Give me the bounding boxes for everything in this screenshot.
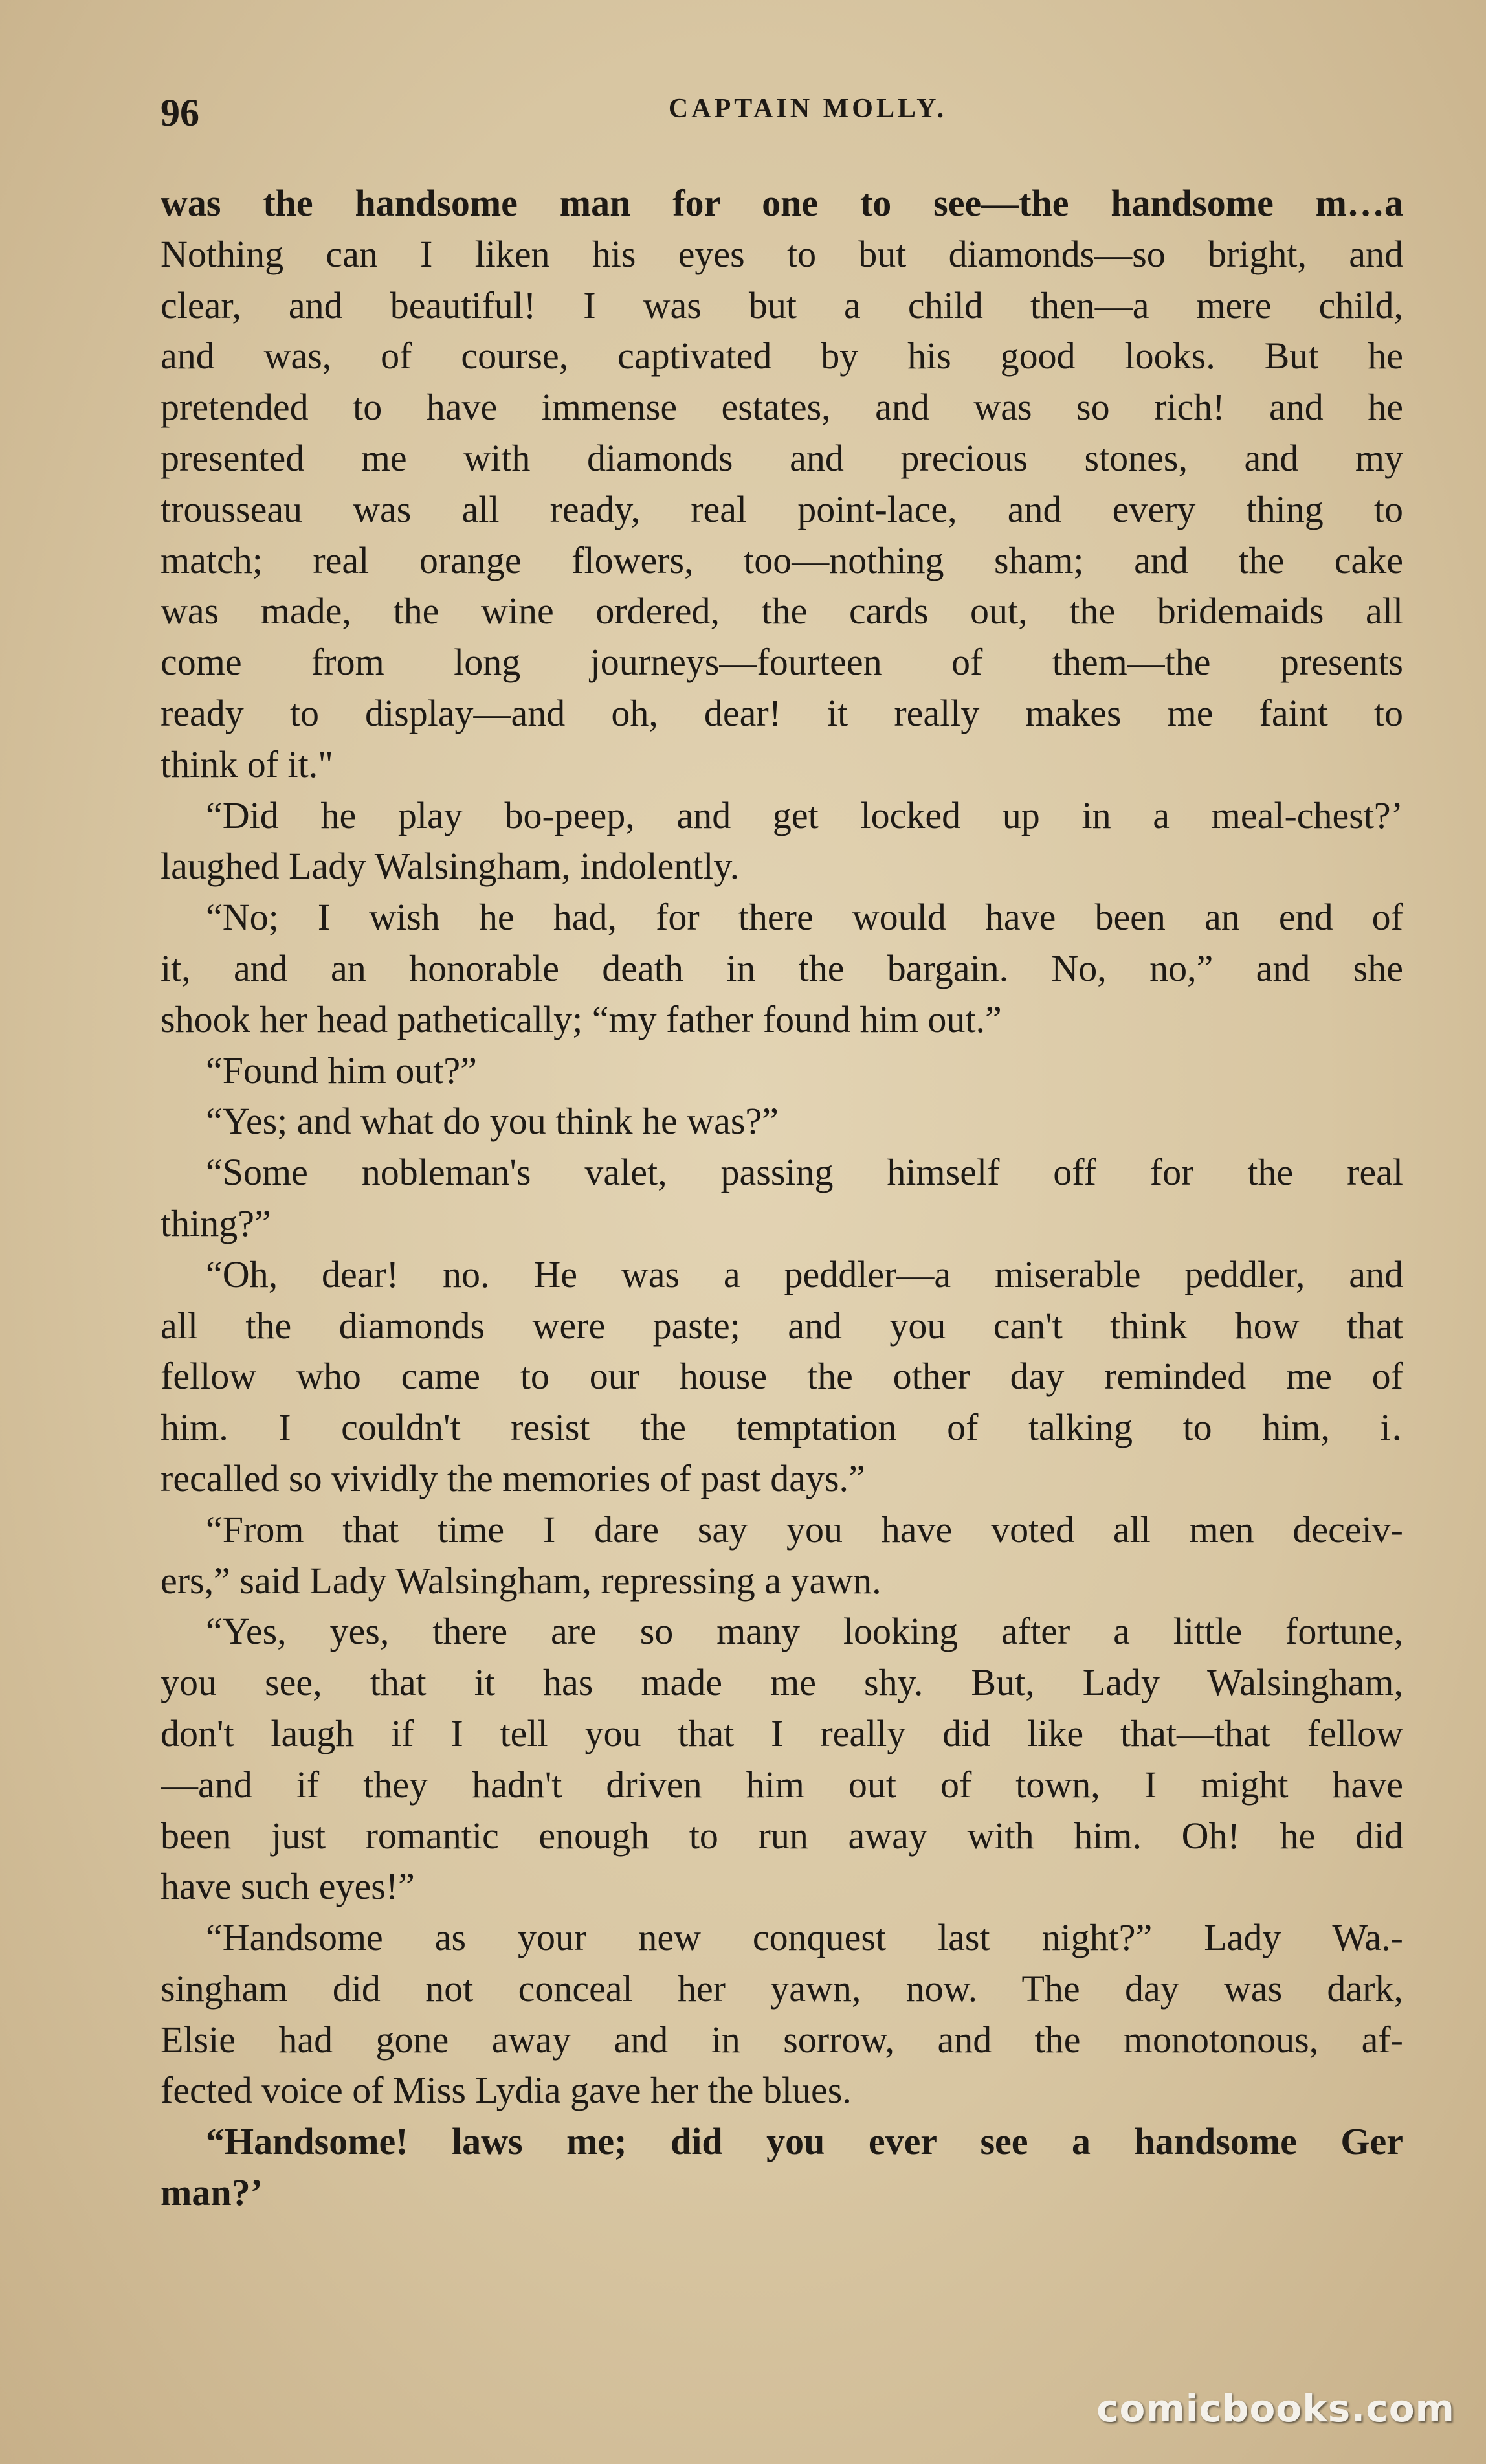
text-line: was made, the wine ordered, the cards out, the bridemaids all [161, 590, 1403, 633]
text-line: recalled so vividly the memories of past days.” [161, 1457, 865, 1499]
text-line: laughed Lady Walsingham, indolently. [161, 845, 740, 888]
body-text [161, 178, 1403, 2219]
text-line: fected voice of Miss Lydia gave her the blues. [161, 2069, 852, 2112]
running-head: CAPTAIN MOLLY. [668, 94, 948, 124]
text-line: all the diamonds were paste; and you can't think how that [161, 1304, 1403, 1347]
text-line: “Yes; and what do you think he was?” [206, 1100, 779, 1143]
text-line: pretended to have immense estates, and was so rich! and he [161, 386, 1403, 429]
text-line: and was, of course, captivated by his good looks. But he [161, 335, 1403, 377]
text-line: man?’ [161, 2171, 263, 2214]
text-line: don't laugh if I tell you that I really did like that—that fellow [161, 1712, 1403, 1754]
text-line: “Yes, yes, there are so many looking after a little fortune, [206, 1610, 1403, 1653]
text-line: “Handsome! laws me; did you ever see a handsome Ger [206, 2120, 1403, 2163]
text-line: you see, that it has made me shy. But, Lady Walsingham, [161, 1661, 1403, 1704]
text-line: think of it." [161, 743, 333, 785]
text-line: trousseau was all ready, real point-lace, and every thing to [161, 487, 1403, 530]
text-line: “Did he play bo-peep, and get locked up in a meal-chest?’ [206, 794, 1403, 836]
text-line: it, and an honorable death in the bargain. No, no,” and she [161, 946, 1403, 989]
text-line: was the handsome man for one to see—the handsome m…a [161, 182, 1403, 224]
text-line: ers,” said Lady Walsingham, repressing a yawn. [161, 1559, 882, 1602]
text-line: shook her head pathetically; “my father found him out.” [161, 998, 1002, 1040]
text-line: singham did not conceal her yawn, now. The day was dark, [161, 1967, 1403, 2010]
text-line: clear, and beautiful! I was but a child then—a mere child, [161, 284, 1403, 326]
text-line: “No; I wish he had, for there would have been an end of [206, 896, 1403, 939]
text-line: thing?” [161, 1202, 271, 1244]
text-line: —and if they hadn't driven him out of town, I might have [161, 1763, 1403, 1806]
text-line: been just romantic enough to run away with him. Oh! he did [161, 1814, 1403, 1857]
page-header [161, 91, 1408, 142]
text-line: “Found him out?” [206, 1049, 477, 1092]
text-line: “Handsome as your new conquest last night?” Lady Wa.- [206, 1916, 1403, 1959]
text-line: “From that time I dare say you have voted all men deceiv- [206, 1508, 1403, 1551]
text-line: him. I couldn't resist the temptation of talking to him, i․ [161, 1406, 1403, 1449]
site-watermark: comicbooks.com [1096, 2386, 1455, 2430]
text-line: ready to display—and oh, dear! it really makes me faint to [161, 691, 1403, 734]
page-number: 96 [161, 91, 199, 134]
text-line: “Some nobleman's valet, passing himself off for the real [206, 1151, 1403, 1194]
text-line: match; real orange flowers, too—nothing sham; and the cake [161, 539, 1403, 581]
text-line: come from long journeys—fourteen of them—the presents [161, 641, 1403, 684]
text-line: presented me with diamonds and precious stones, and my [161, 436, 1403, 479]
text-line: have such eyes!” [161, 1865, 415, 1908]
text-line: Elsie had gone away and in sorrow, and the monotonous, af- [161, 2018, 1403, 2061]
text-line: Nothing can I liken his eyes to but diamonds—so bright, and [161, 232, 1403, 275]
text-line: “Oh, dear! no. He was a peddler—a miserable peddler, and [206, 1253, 1403, 1295]
text-line: fellow who came to our house the other day reminded me of [161, 1355, 1403, 1398]
